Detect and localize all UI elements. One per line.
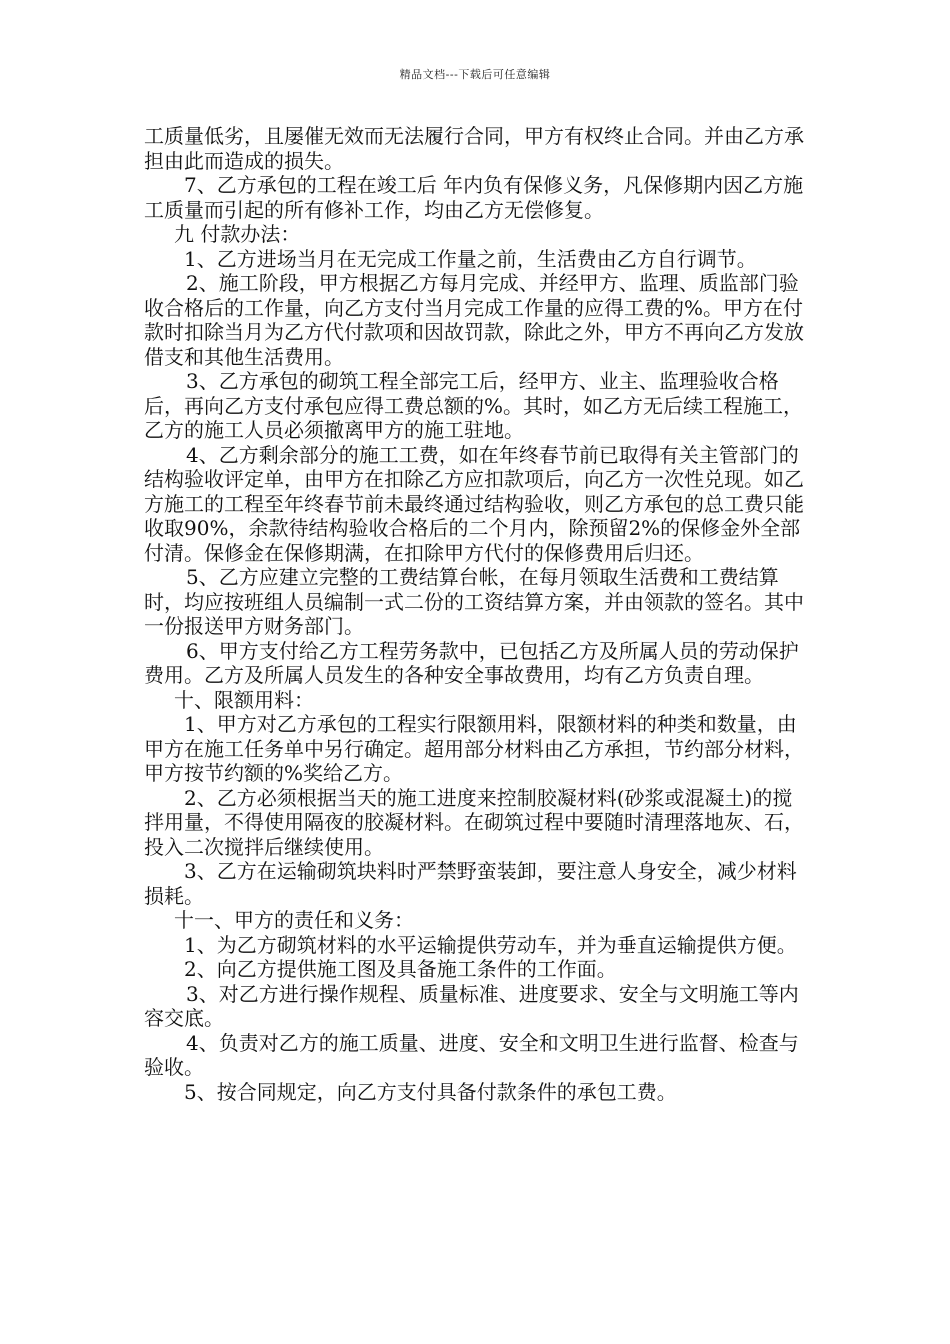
paragraph: 6、甲方支付给乙方工程劳务款中，已包括乙方及所属人员的劳动保护费用。乙方及所属人员发生的各种安全事故费用，均有乙方负责自理。 [144, 638, 799, 687]
paragraph: 5、按合同规定，向乙方支付具备付款条件的承包工费。 [184, 1079, 677, 1104]
paragraph: 2、乙方必须根据当天的施工进度来控制胶凝材料(砂浆或混凝土)的搅拌用量，不得使用隔夜的胶凝材料。在砌筑过程中要随时清理落地灰、石，投入二次搅拌后继续使用。 [144, 785, 804, 859]
paragraph: 3、乙方在运输砌筑块料时严禁野蛮装卸，要注意人身安全，减少材料损耗。 [144, 859, 797, 908]
paragraph: 3、乙方承包的砌筑工程全部完工后，经甲方、业主、监理验收合格后，再向乙方支付承包应得工费总额的%。其时，如乙方无后续工程施工，乙方的施工人员必须撤离甲方的施工驻地。 [144, 369, 804, 442]
paragraph: 4、乙方剩余部分的施工工费，如在年终春节前已取得有关主管部门的结构验收评定单，由甲方在扣除乙方应扣款项后，向乙方一次性兑现。如乙方施工的工程至年终春节前未最终通过结构验收，则乙方承包的总工费只能收取90%，余款待结构验收合格后的二个月内，除预留2%的保修金外全部付清。保修金在保修期满，在扣除甲方代付的保修费用后归还。 [144, 442, 804, 565]
paragraph: 2、向乙方提供施工图及具备施工条件的工作面。 [184, 957, 617, 981]
paragraph: 1、乙方进场当月在无完成工作量之前，生活费由乙方自行调节。 [184, 246, 757, 271]
page-header: 精品文档---下载后可任意编辑 [399, 68, 551, 81]
paragraph: 1、为乙方砌筑材料的水平运输提供劳动车，并为垂直运输提供方便。 [184, 932, 797, 957]
paragraph: 4、负责对乙方的施工质量、进度、安全和文明卫生进行监督、检查与验收。 [144, 1030, 799, 1079]
paragraph: 7、乙方承包的工程在竣工后 年内负有保修义务，凡保修期内因乙方施工质量而引起的所有修补工作，均由乙方无偿修复。 [144, 173, 804, 222]
paragraph: 1、甲方对乙方承包的工程实行限额用料，限额材料的种类和数量，由甲方在施工任务单中另行确定。超用部分材料由乙方承担，节约部分材料，甲方按节约额的%奖给乙方。 [144, 712, 804, 785]
document-body [144, 124, 810, 1104]
paragraph: 3、对乙方进行操作规程、质量标准、进度要求、安全与文明施工等内容交底。 [144, 981, 799, 1030]
paragraph: 2、施工阶段，甲方根据乙方每月完成、并经甲方、监理、质监部门验收合格后的工作量，向乙方支付当月完成工作量的应得工费的%。甲方在付款时扣除当月为乙方代付款项和因故罚款，除此之外，甲方不再向乙方发放借支和其他生活费用。 [144, 271, 804, 369]
paragraph: 5、乙方应建立完整的工费结算台帐，在每月领取生活费和工费结算时，均应按班组人员编制一式二份的工资结算方案，并由领款的签名。其中一份报送甲方财务部门。 [144, 565, 804, 638]
section-heading: 十一、甲方的责任和义务： [174, 908, 414, 932]
section-heading: 十、限额用料： [174, 687, 314, 712]
paragraph: 工质量低劣，且屡催无效而无法履行合同，甲方有权终止合同。并由乙方承担由此而造成的损失。 [144, 124, 804, 173]
section-heading: 九 付款办法： [174, 222, 301, 246]
